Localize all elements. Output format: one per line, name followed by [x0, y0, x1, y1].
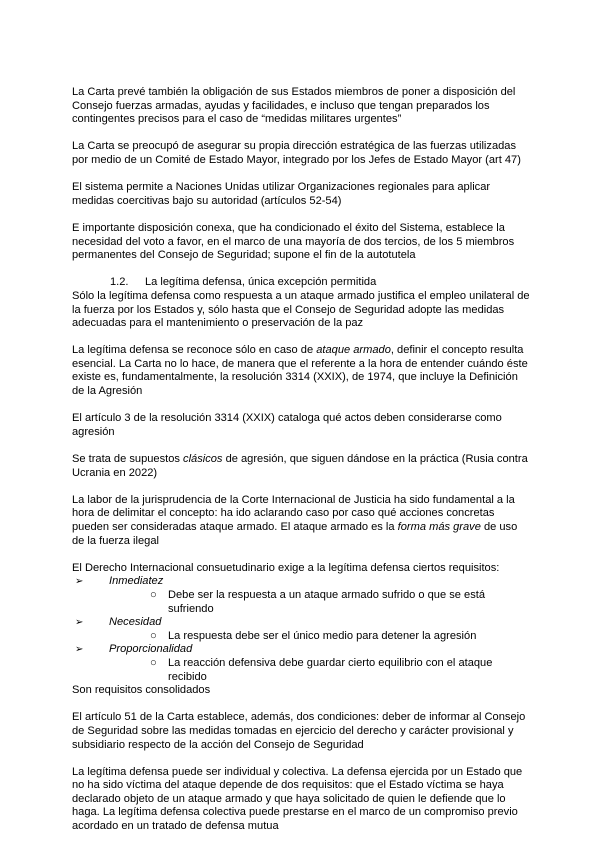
requirement-detail: [93, 657, 532, 684]
emphasis-forma-mas-grave: forma más grave: [397, 521, 481, 533]
paragraph-permanent-members-vote: E importante disposición conexa, que ha condicionado el éxito del Sistema, establece la necesidad del voto a favor, en el marco de una mayoría de dos tercios, de los 5 miembros permanentes del Consejo de Seguridad; supone el fin de la autotutela: [72, 221, 515, 262]
circle-bullet-icon: ○: [150, 588, 157, 601]
text-run: de uso de la fuerza ilegal: [72, 521, 518, 547]
requirement-detail-text: La reacción defensiva debe guardar cierto equilibrio con el ataque recibido: [168, 656, 493, 683]
requirement-detail-list: [93, 589, 532, 616]
paragraph-self-defense-only: Sólo la legítima defensa como respuesta a un ataque armado justifica el empleo unilateral de la fuerza por los Estados y, sólo hasta que el Consejo de Seguridad adopte las medidas adecuadas para el mantenimiento o preservación de la paz: [72, 289, 530, 330]
paragraph-armed-forces: La Carta prevé también la obligación de sus Estados miembros de poner a disposición del Consejo fuerzas armadas, ayudas y facilidades, e incluso que tengan preparados los contingentes precisos para el caso de “medidas militares urgentes”: [72, 86, 516, 126]
requirement-item: [72, 643, 532, 684]
paragraph-classic-cases: [72, 453, 532, 480]
arrow-bullet-icon: ➢: [75, 576, 84, 588]
paragraph-icj-jurisprudence: [72, 494, 532, 548]
requirement-item: [72, 616, 532, 643]
text-run: , definir el concepto resulta esencial. La Carta no lo hace, de manera que el referente a la hora de entender cuándo éste existe es, fundamentalmente, la resolución 3314 (XXIX), de 1974, que incluye la Definición de la Agresión: [72, 344, 528, 398]
arrow-bullet-icon: ➢: [75, 617, 84, 629]
paragraph-article-51: El artículo 51 de la Carta establece, además, dos condiciones: deber de informar al Consejo de Seguridad sobre las medidas tomadas en ejercicio del derecho y carácter provisional y subsidiario respecto de la acción del Consejo de Seguridad: [72, 711, 526, 751]
section-title: La legítima defensa, única excepción permitida: [145, 276, 377, 289]
arrow-bullet-icon: ➢: [75, 644, 84, 656]
requirement-term: Inmediatez: [109, 575, 164, 588]
text-run: La labor de la jurisprudencia de la Corte Internacional de Justicia ha sido fundamental a la hora de delimitar el concepto: ha ido aclarando caso por caso qué acciones concretas pueden ser consideradas ataque armado. El ataque armado es la: [72, 493, 515, 533]
section-number: 1.2.: [110, 276, 129, 289]
requirement-detail-list: [93, 630, 532, 644]
requirement-item: [72, 575, 532, 616]
emphasis-ataque-armado: ataque armado: [316, 344, 391, 357]
requirement-term: Necesidad: [109, 616, 162, 629]
paragraph-armed-attack-definition: [72, 344, 532, 398]
text-run: Se trata de supuestos: [72, 453, 184, 466]
requirement-detail: [93, 630, 532, 644]
requirement-detail-text: La respuesta debe ser el único medio para detener la agresión: [168, 629, 477, 642]
paragraph-collective-defense: La legítima defensa puede ser individual y colectiva. La defensa ejercida por un Estado que no ha sido víctima del ataque depende de dos requisitos: que el Estado víctima se haya declarado objeto de un ataque armado y que haya solicitado de quien le defiende que lo haga. La legítima defensa colectiva puede prestarse en el marco de un compromiso previo acordado en un tratado de defensa mutua: [72, 765, 523, 833]
requirements-closing: Son requisitos consolidados: [72, 684, 211, 697]
document-page: [72, 86, 532, 847]
paragraph-regional-organizations: El sistema permite a Naciones Unidas utilizar Organizaciones regionales para aplicar medidas coercitivas bajo su autoridad (artículos 52-54): [72, 181, 491, 207]
paragraph-article-3: El artículo 3 de la resolución 3314 (XXIX) cataloga qué actos deben considerarse como agresión: [72, 412, 502, 438]
paragraph-military-staff: La Carta se preocupó de asegurar su propia dirección estratégica de las fuerzas utilizadas por medio de un Comité de Estado Mayor, integrado por los Jefes de Estado Mayor (art 47): [72, 140, 521, 166]
requirement-detail: [93, 589, 532, 616]
circle-bullet-icon: ○: [150, 656, 157, 669]
text-run: La legítima defensa se reconoce sólo en caso de: [72, 344, 317, 357]
requirement-detail-text: Debe ser la respuesta a un ataque armado sufrido o que se está sufriendo: [168, 588, 485, 615]
requirement-term: Proporcionalidad: [109, 643, 193, 656]
section-heading: [72, 276, 532, 290]
circle-bullet-icon: ○: [150, 629, 157, 642]
requirements-list: [72, 575, 532, 684]
requirement-detail-list: [93, 657, 532, 684]
requirements-intro: El Derecho Internacional consuetudinario exige a la legítima defensa ciertos requisitos:: [72, 561, 500, 574]
text-run: de agresión, que siguen dándose en la práctica (Rusia contra Ucrania en 2022): [72, 453, 528, 479]
emphasis-clasicos: clásicos: [183, 453, 223, 466]
